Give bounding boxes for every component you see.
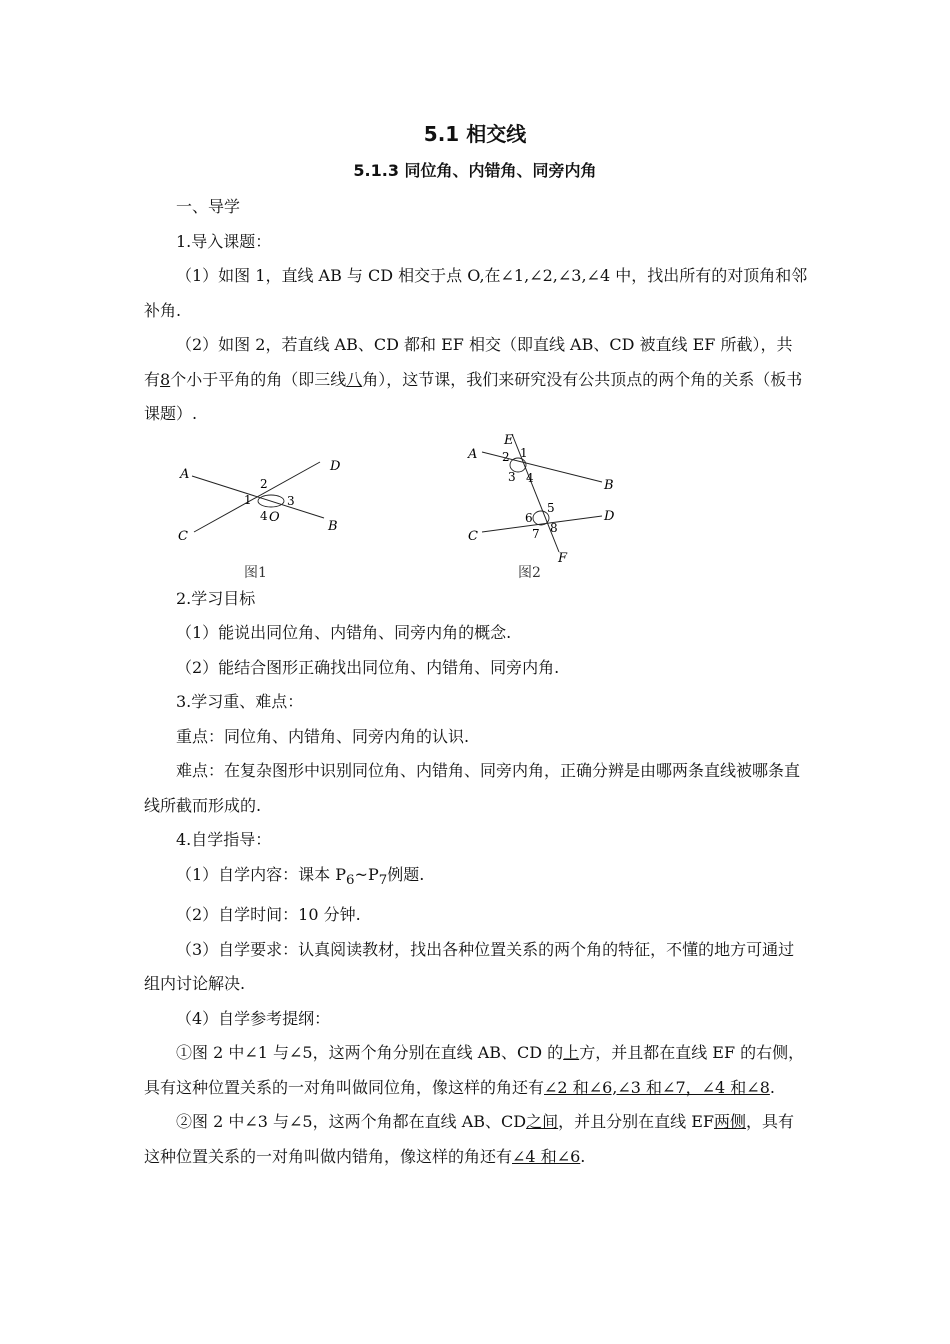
question-1: ①图 2 中∠1 与∠5，这两个角分别在直线 AB、CD 的上方，并且都在直线 EF 的右侧，具有这种位置关系的一对角叫做同位角，像这样的角还有∠2 和∠6,∠3 和∠7，∠4 和∠8. — [144, 1043, 805, 1097]
page-title: 5.1 相交线 — [423, 122, 527, 146]
fig2-angle-8: 8 — [550, 520, 558, 535]
guide-requirement: （3）自学要求：认真阅读教材，找出各种位置关系的两个角的特征，不懂的地方可通过组内讨论解决. — [144, 939, 795, 994]
fig2-angle-1: 1 — [520, 445, 528, 460]
page-subtitle: 5.1.3 同位角、内错角、同旁内角 — [353, 161, 597, 180]
goal-2: （2）能结合图形正确找出同位角、内错角、同旁内角. — [176, 657, 560, 677]
fig2-label-e: E — [504, 432, 514, 448]
fig1-angle-1: 1 — [244, 492, 252, 507]
section-heading: 一、导学 — [176, 197, 241, 216]
difficult-point: 难点：在复杂图形中识别同位角、内错角、同旁内角，正确分辨是由哪两条直线被哪条直线所截而形成的. — [144, 761, 801, 815]
fig2-label-a: A — [468, 446, 478, 462]
fig1-angle-4: 4 — [260, 508, 268, 523]
fig2-angle-3: 3 — [508, 469, 516, 484]
guide-content: （1）自学内容：课本 $P_6\sim P_7$例题. — [176, 864, 425, 888]
intro-paragraph-1: （1）如图 1，直线 AB 与 CD 相交于点 O,在∠1,∠2,∠3,∠4 中，找出所有的对顶角和邻补角. — [144, 266, 808, 320]
intro-paragraph-2: （2）如图 2，若直线 AB、CD 都和 EF 相交（即直线 AB、CD 被直线 EF 所截），共有8个小于平角的角（即三线八角），这节课，我们来研究没有公共顶点的两个角的关系（板书课题）. — [144, 335, 803, 423]
guide-time: （2）自学时间：10 分钟. — [176, 905, 361, 925]
goal-1: （1）能说出同位角、内错角、同旁内角的概念. — [176, 623, 512, 642]
key-point: 重点：同位角、内错角、同旁内角的认识. — [176, 726, 470, 746]
key-points-heading: 3.学习重、难点： — [176, 692, 304, 711]
document-body — [144, 190, 808, 1174]
fig2-angle-5: 5 — [547, 500, 555, 515]
question-2: ②图 2 中∠3 与∠5，这两个角都在直线 AB、CD之间，并且分别在直线 EF两侧，具有这种位置关系的一对角叫做内错角，像这样的角还有∠4 和∠6. — [144, 1112, 795, 1166]
fig1-label-a: A — [180, 466, 190, 482]
figure-2-caption: 图2 — [518, 564, 541, 581]
fig1-label-c: C — [178, 528, 188, 544]
fig1-label-d: D — [330, 458, 341, 474]
answer-blank: 上 — [563, 1043, 580, 1063]
answer-blank: ∠2 和∠6,∠3 和∠7，∠4 和∠8 — [544, 1077, 770, 1097]
fig2-angle-6: 6 — [525, 510, 533, 525]
fig1-angle-3: 3 — [287, 493, 295, 508]
guide-outline: （4）自学参考提纲： — [176, 1008, 331, 1028]
fig2-label-b: B — [604, 477, 614, 493]
fig2-angle-2: 2 — [502, 449, 510, 464]
answer-blank: 八 — [346, 369, 363, 389]
fig1-label-o: O — [269, 509, 280, 525]
answer-blank: ∠4 和∠6 — [512, 1146, 581, 1166]
guide-heading: 4.自学指导： — [176, 830, 272, 849]
fig2-label-d: D — [604, 508, 615, 524]
fig1-angle-2: 2 — [260, 476, 268, 491]
goals-heading: 2.学习目标 — [176, 588, 256, 608]
intro-heading: 1.导入课题： — [176, 231, 272, 251]
fig2-label-c: C — [468, 528, 478, 544]
fig2-angle-7: 7 — [532, 526, 540, 541]
figure-2 — [462, 432, 632, 582]
answer-blank: 两侧 — [713, 1112, 746, 1132]
fig2-label-f: F — [558, 550, 568, 566]
figure-row — [144, 432, 808, 582]
answer-blank: 8 — [160, 369, 171, 389]
fig2-angle-4: 4 — [526, 470, 534, 485]
fig1-label-b: B — [328, 518, 338, 534]
answer-blank: 之间 — [526, 1112, 559, 1132]
figure-1-caption: 图1 — [244, 564, 267, 581]
